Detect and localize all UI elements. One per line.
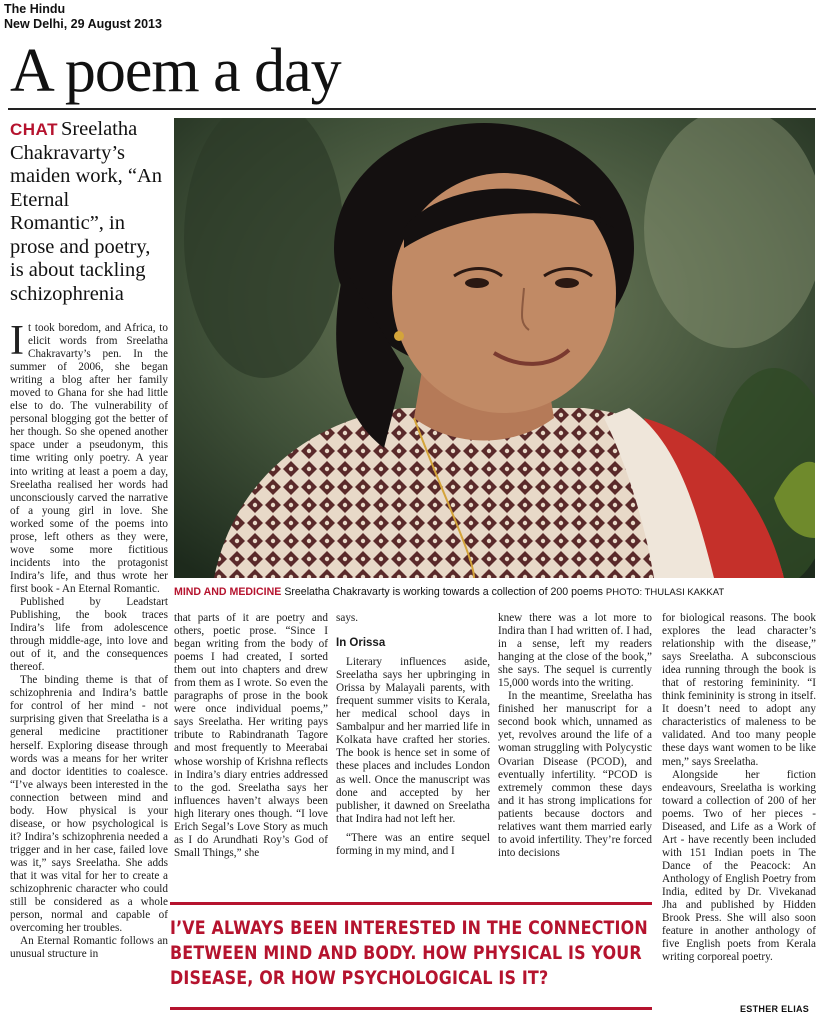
body-paragraph: “There was an entire sequel forming in my mind, and I xyxy=(336,831,490,857)
body-paragraph: says. xyxy=(336,612,359,624)
body-paragraph: It took boredom, and Africa, to elicit words from Sreelatha Chakravarty’s pen. In the summer of 2006, she began writing a blog after her family moved to Ghana for she had little else to do. The vulnerability of personal blogging got the better of her though. So she opened another space under a pseudonym, this time writing only poetry. A year into writing at least a poem a day, Sreelatha realised her words had unconsciously carved the narrative of a young girl in love. She worked some of the poems into prose, left others as they were, wove some more fictitious incidents into the protagonist Indira’s life, and thus wrote her first book - An Eternal Romantic. xyxy=(10,318,168,595)
headline-rule xyxy=(8,108,816,110)
pull-quote-text: I’VE ALWAYS BEEN INTERESTED IN THE CONNECTION BETWEEN MIND AND BODY. HOW PHYSICAL IS YOUR DISEASE, OR HOW PSYCHOLOGICAL IS IT? xyxy=(170,918,648,989)
body-column-4 xyxy=(498,612,652,860)
photo-credit: PHOTO: THULASI KAKKAT xyxy=(605,587,725,598)
byline: ESTHER ELIAS xyxy=(740,1004,810,1014)
pull-quote-rule-top xyxy=(170,902,652,905)
body-paragraph: that parts of it are poetry and others, poetic prose. “Since I began writing from the body of poems I had created, I sorted them out into chapters and drew from them as I wrote. So even the paragraphs of prose in the book were once individual poems,” says Sreelatha. Her writing pays tribute to Rabindranath Tagore and most frequently to Meerabai whose worship of Krishna reflects in Indira’s diary entries addressed to the god. Sreelatha says her influences haven’t always been high literary ones though. “I love Erich Segal’s Love Story as much as I do Arundhati Roy’s God of Small Things,” she xyxy=(174,612,328,859)
body-paragraph: The binding theme is that of schizophrenia and Indira’s battle for control of her mind - not surprising given that Sreelatha is a general medicine practitioner herself. Exploring disease through words was a means for her writer and doctor identities to coalesce. “I’ve always been interested in the connection between mind and body. How physical is your disease, or how psychological is it? Indira’s schizophrenia needed a trigger and in her case, failed love was it,” says Sreelatha. She adds that it was vital for her to create a schizophrenic character who could still be considered as a whole person, normal and capable of overcoming her troubles. xyxy=(10,674,168,935)
body-column-5 xyxy=(662,612,816,964)
body-paragraph: for biological reasons. The book explores the lead character’s relationship with the disease,” says Sreelatha. A subconscious idea running through the book is that of restoring femininity. “I think femininity is strong in itself. It doesn’t need to adopt any characteristics of maleness to be validated. And too many people these days want women to be like men,” says Sreelatha. xyxy=(662,612,816,768)
intro-text: Sreelatha Chakravarty’s maiden work, “An Eternal Romantic”, in prose and poetry, is about tackling schizophrenia xyxy=(10,118,162,305)
body-paragraph: An Eternal Romantic follows an unusual structure in xyxy=(10,935,168,961)
photo-caption xyxy=(174,586,815,599)
body-paragraph: Alongside her fiction endeavours, Sreelatha is working toward a collection of 200 of her poems. Two of her pieces - Diseased, and Life as a Work of Art - have recently been included with 151 Indian poets in The Dance of the Peacock: An Anthology of English Poetry from India, edited by Dr. Vivekanad Jha and published by Hidden Brook Press. She will also soon feature in another anthology of five English poets from Kerala writing corporeal poetry. xyxy=(662,768,816,964)
dropcap: I xyxy=(10,318,24,364)
subhead: In Orissa xyxy=(336,637,386,650)
body-paragraph: knew there was a lot more to Indira than I had written of. I had, in a sense, left my readers hanging at the close of the book,” she says. The sequel is currently 15,000 words into the writing. xyxy=(498,612,652,690)
intro-kicker: CHAT xyxy=(10,120,58,139)
body-paragraph: Published by Leadstart Publishing, the book traces Indira’s life from adolescence through middle-age, into love and out of it, and the consequences thereof. xyxy=(10,595,168,674)
body-column-2 xyxy=(174,612,328,860)
body-paragraph: Literary influences aside, Sreelatha says her upbringing in Orissa by Malayali parents, with frequent summer visits to Kerala, her medical school days in Sambalpur and her married life in Kolkata have crafted her stories. The book is hence set in some of these places and includes London as well. Once the manuscript was done and accepted by her publisher, it dawned on Sreelatha that Indira had not left her. xyxy=(336,656,490,825)
caption-label: MIND AND MEDICINE xyxy=(174,586,282,598)
body-column-1 xyxy=(10,318,168,961)
intro-deck xyxy=(10,118,168,306)
paper-name: The Hindu xyxy=(4,2,66,16)
dateline: New Delhi, 29 August 2013 xyxy=(4,17,162,31)
pull-quote xyxy=(170,902,652,1010)
body-column-3 xyxy=(336,612,490,858)
portrait-photo xyxy=(174,118,815,578)
pull-quote-rule-bottom xyxy=(170,1007,652,1010)
headline: A poem a day xyxy=(10,37,341,105)
portrait-image xyxy=(174,118,815,578)
caption-text: Sreelatha Chakravarty is working towards a collection of 200 poems xyxy=(284,586,603,598)
masthead xyxy=(4,2,162,32)
body-paragraph: In the meantime, Sreelatha has finished her manuscript for a second book which, unnamed as yet, revolves around the life of a woman struggling with Polycystic Ovarian Disease (PCOD), and eventually infertility. “PCOD is extremely common these days and it has strong implications for patients because doctors and relatives want them married early to avoid infertility. They’re forced into decisions xyxy=(498,690,652,859)
